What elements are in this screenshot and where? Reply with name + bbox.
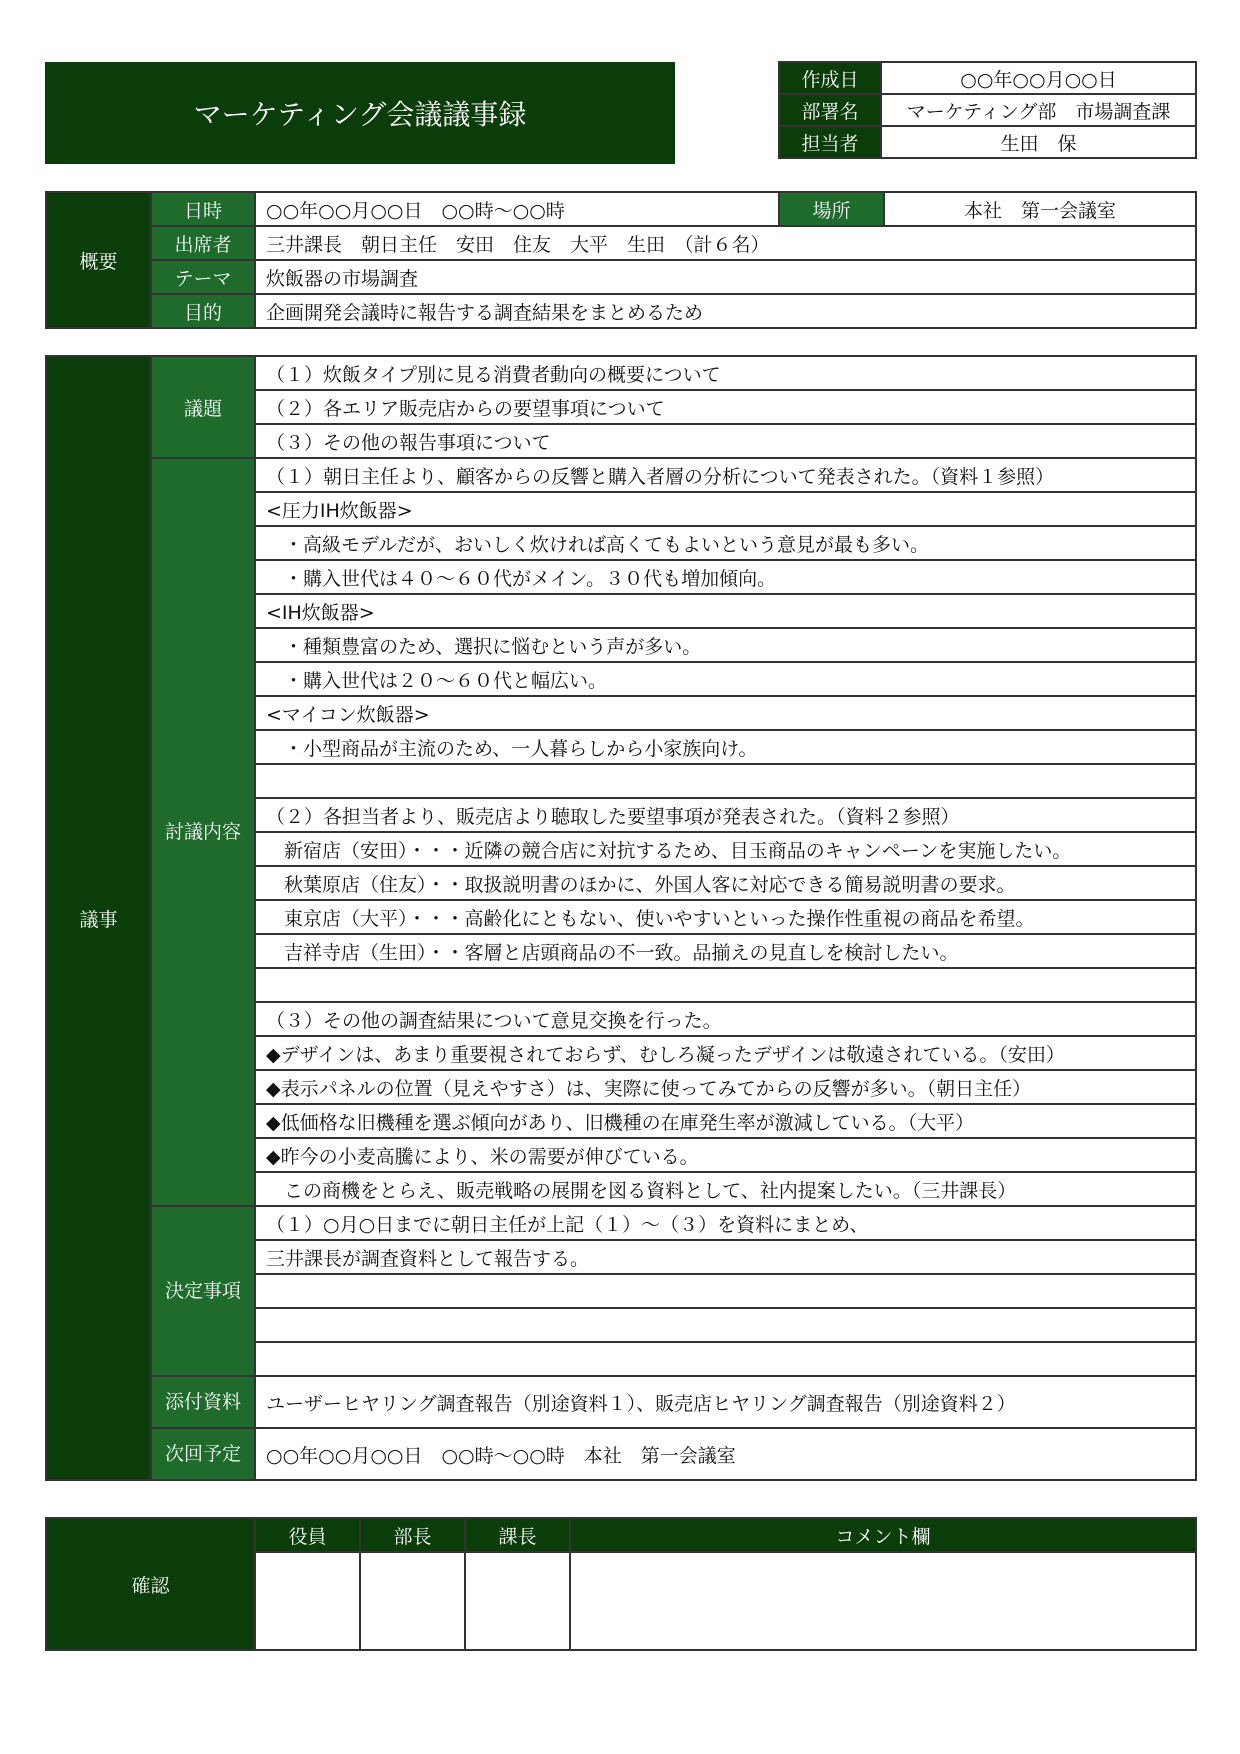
discussion-line: ・小型商品が主流のため、一人暮らしから小家族向け。 <box>255 730 1196 764</box>
discussion-line: （１）朝日主任より、顧客からの反響と購入者層の分析について発表された。（資料１参照） <box>255 458 1196 492</box>
discussion-line: <圧力IH炊飯器> <box>255 492 1196 526</box>
created-label: 作成日 <box>779 62 881 94</box>
created-value: ○○年○○月○○日 <box>881 62 1196 94</box>
discussion-line: ◆昨今の小麦高騰により、米の需要が伸びている。 <box>255 1138 1196 1172</box>
confirm-section-label: 確認 <box>46 1518 255 1650</box>
discussion-line: （２）各担当者より、販売店より聴取した要望事項が発表された。（資料２参照） <box>255 798 1196 832</box>
agenda-item: （３）その他の報告事項について <box>255 424 1196 458</box>
comment-cell[interactable] <box>570 1552 1196 1650</box>
col-manager: 部長 <box>360 1518 465 1552</box>
discussion-line: ・高級モデルだが、おいしく炊ければ高くてもよいという意見が最も多い。 <box>255 526 1196 560</box>
officer-stamp-cell[interactable] <box>255 1552 360 1650</box>
place-value: 本社 第一会議室 <box>884 192 1196 226</box>
discussion-line: <IH炊飯器> <box>255 594 1196 628</box>
discussion-line: 吉祥寺店（生田）・・客層と店頭商品の不一致。品揃えの見直しを検討したい。 <box>255 934 1196 968</box>
attachment-label: 添付資料 <box>151 1376 255 1428</box>
attendees-label: 出席者 <box>151 226 255 260</box>
col-comment: コメント欄 <box>570 1518 1196 1552</box>
discussion-line: ◆低価格な旧機種を選ぶ傾向があり、旧機種の在庫発生率が激減している。（大平） <box>255 1104 1196 1138</box>
decision-line <box>255 1274 1196 1308</box>
overview-section-label: 概要 <box>46 192 151 328</box>
discussion-line <box>255 968 1196 1002</box>
theme-value: 炊飯器の市場調査 <box>255 260 1196 294</box>
proceedings-section-label: 議事 <box>46 356 151 1480</box>
discussion-line: この商機をとらえ、販売戦略の展開を図る資料として、社内提案したい。（三井課長） <box>255 1172 1196 1206</box>
discussion-line: ・購入世代は２０～６０代と幅広い。 <box>255 662 1196 696</box>
manager-stamp-cell[interactable] <box>360 1552 465 1650</box>
col-section-chief: 課長 <box>465 1518 570 1552</box>
decision-line <box>255 1308 1196 1342</box>
dept-label: 部署名 <box>779 94 881 126</box>
purpose-label: 目的 <box>151 294 255 328</box>
agenda-item: （２）各エリア販売店からの要望事項について <box>255 390 1196 424</box>
purpose-value: 企画開発会議時に報告する調査結果をまとめるため <box>255 294 1196 328</box>
discussion-line: ・購入世代は４０～６０代がメイン。３０代も増加傾向。 <box>255 560 1196 594</box>
discussion-line <box>255 764 1196 798</box>
decision-line: （１）○月○日までに朝日主任が上記（１）～（３）を資料にまとめ、 <box>255 1206 1196 1240</box>
datetime-value: ○○年○○月○○日 ○○時～○○時 <box>255 192 779 226</box>
person-value: 生田 保 <box>881 126 1196 158</box>
theme-label: テーマ <box>151 260 255 294</box>
decision-line: 三井課長が調査資料として報告する。 <box>255 1240 1196 1274</box>
meta-table <box>778 61 1197 159</box>
section-chief-stamp-cell[interactable] <box>465 1552 570 1650</box>
person-label: 担当者 <box>779 126 881 158</box>
dept-value: マーケティング部 市場調査課 <box>881 94 1196 126</box>
place-label: 場所 <box>779 192 884 226</box>
decision-label: 決定事項 <box>151 1206 255 1376</box>
discussion-line: 東京店（大平）・・・高齢化にともない、使いやすいといった操作性重視の商品を希望。 <box>255 900 1196 934</box>
agenda-label: 議題 <box>151 356 255 458</box>
attendees-value: 三井課長 朝日主任 安田 住友 大平 生田 （計６名） <box>255 226 1196 260</box>
discussion-line: （３）その他の調査結果について意見交換を行った。 <box>255 1002 1196 1036</box>
decision-line <box>255 1342 1196 1376</box>
datetime-label: 日時 <box>151 192 255 226</box>
discussion-line: 新宿店（安田）・・・近隣の競合店に対抗するため、目玉商品のキャンペーンを実施したい。 <box>255 832 1196 866</box>
col-officer: 役員 <box>255 1518 360 1552</box>
overview-table <box>45 191 1197 329</box>
discussion-label: 討議内容 <box>151 458 255 1206</box>
discussion-line: ◆デザインは、あまり重要視されておらず、むしろ凝ったデザインは敬遠されている。（安田） <box>255 1036 1196 1070</box>
next-label: 次回予定 <box>151 1428 255 1480</box>
agenda-item: （１）炊飯タイプ別に見る消費者動向の概要について <box>255 356 1196 390</box>
proceedings-table <box>45 355 1197 1481</box>
discussion-line: 秋葉原店（住友）・・取扱説明書のほかに、外国人客に対応できる簡易説明書の要求。 <box>255 866 1196 900</box>
attachment-value: ユーザーヒヤリング調査報告（別途資料１）、販売店ヒヤリング調査報告（別途資料２） <box>255 1376 1196 1428</box>
discussion-line: ・種類豊富のため、選択に悩むという声が多い。 <box>255 628 1196 662</box>
document-title: マーケティング会議議事録 <box>45 62 675 164</box>
next-value: ○○年○○月○○日 ○○時～○○時 本社 第一会議室 <box>255 1428 1196 1480</box>
confirm-table <box>45 1517 1197 1651</box>
discussion-line: ◆表示パネルの位置（見えやすさ）は、実際に使ってみてからの反響が多い。（朝日主任） <box>255 1070 1196 1104</box>
discussion-line: <マイコン炊飯器> <box>255 696 1196 730</box>
